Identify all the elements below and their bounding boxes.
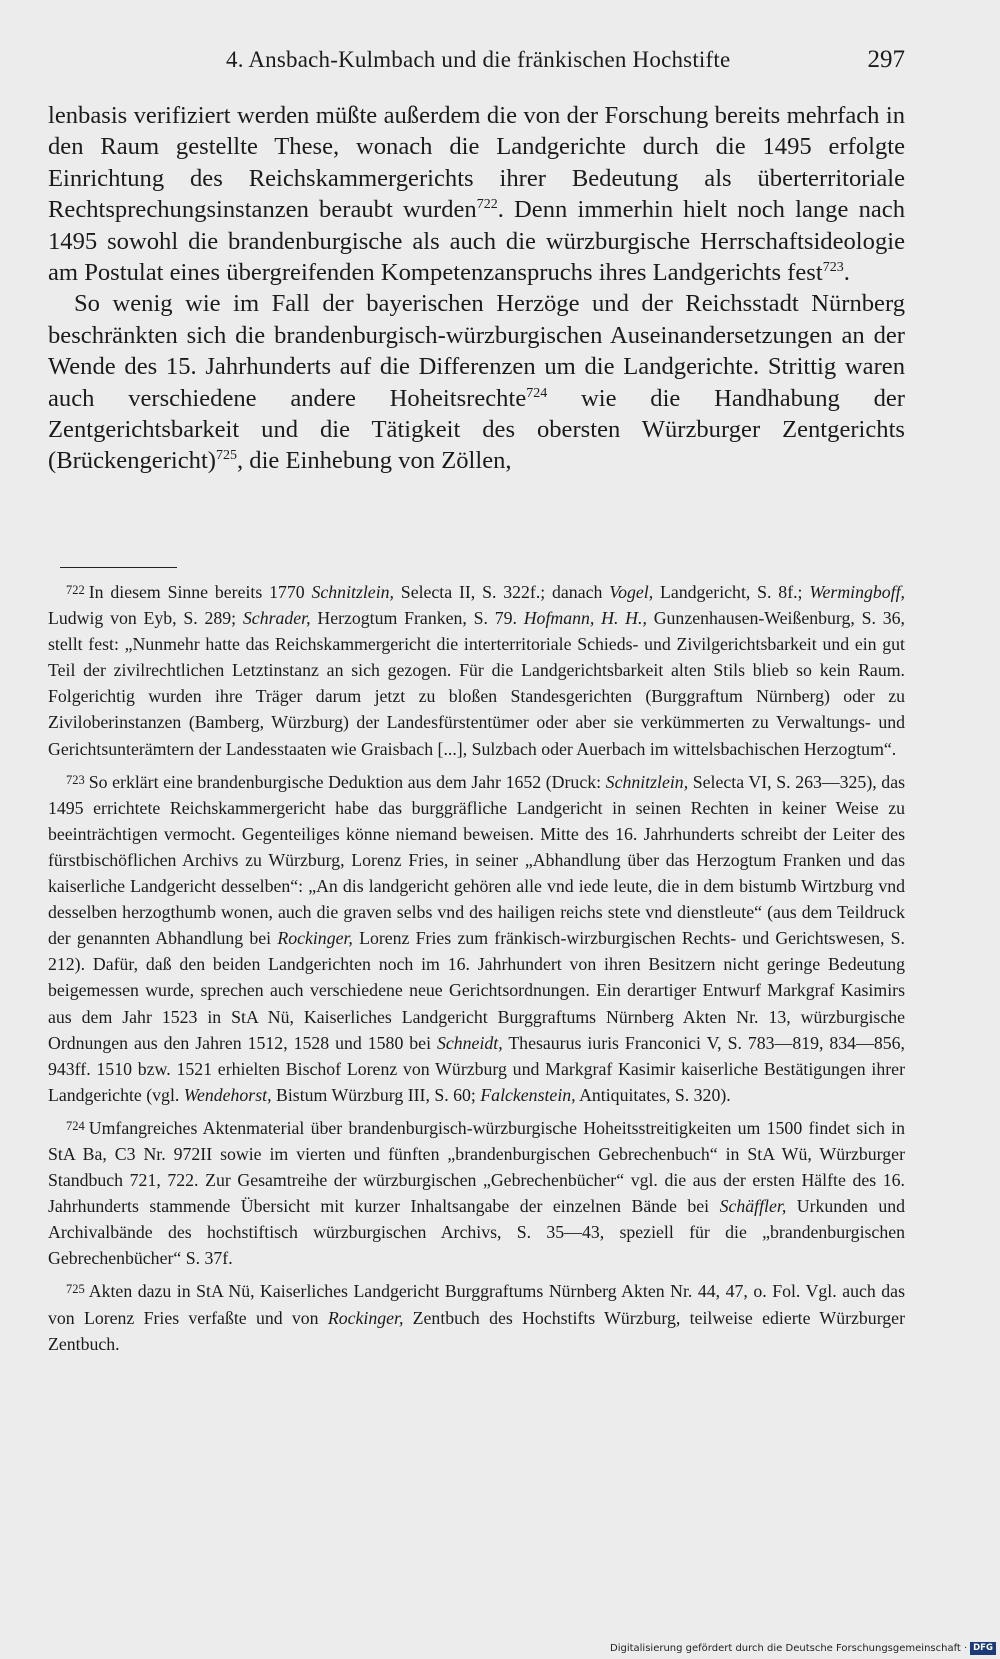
footnotes (48, 577, 905, 1357)
footnote-text: Gunzenhausen-Weißenburg, S. 36, stellt fest: „Nunmehr hatte das Reichskammergericht die interterritoriale Schieds- und Zivilgerichtsbarkeit und ein gut Teil der zivilrechtlichen Letztinstanz an sich gezogen. Für die Landgerichtsbarkeit alten Stils blieb so kein Raum. Folgerichtig wurden ihre Träger darum jetzt zu bloßen Standesgerichten (Burggraftum Nürnberg) oder zu Ziviloberinstanzen (Bamberg, Würzburg) der Landesfürstentümer oder aber sie verkümmerten zu Verwaltungs- und Gerichtsunterämtern der Landesstaaten wie Graisbach [...], Sulzbach oder Auerbach im wittelsbachischen Herzogtum“. (48, 608, 905, 759)
paragraph-2-text-a: So wenig wie im Fall der bayerischen Herzöge und der Reichsstadt Nürnberg beschränkten sich die brandenburgisch-würzburgischen Auseinandersetzungen an der Wende des 15. Jahrhunderts auf die Differenzen um die Landgerichte. Strittig waren auch verschiedene andere Hoheitsrechte (48, 290, 905, 412)
footnote-text: So erklärt eine brandenburgische Deduktion aus dem Jahr 1652 (Druck: (88, 771, 606, 792)
footnote-text: Ludwig von Eyb, S. 289; (48, 608, 243, 629)
author-name: Schnitzlein, (605, 771, 689, 792)
footnote-text: Selecta II, S. 322f.; danach (393, 582, 610, 602)
footnote-text: In diesem Sinne bereits 1770 (88, 582, 312, 602)
paragraph-2-text-b: wie die Handhabung der Zentgerichtsbarkeit und die Tätigkeit des obersten Würzburger Zentgerichts (Brückengericht) (48, 384, 905, 475)
footnote-text: Thesaurus iuris Franconici V, S. 783—819, 834—856, 943ff. 1510 bzw. 1521 erhielten Bischof Lorenz von Würzburg und Markgraf Kasimir kaiserliche Bestätigungen ihrer Landgerichte (vgl. (48, 1032, 905, 1105)
footnote-number: 723 (66, 772, 85, 787)
footnote-ref-723: 723 (822, 260, 844, 276)
digitization-credit (610, 1638, 1000, 1659)
page-number: 297 (867, 46, 905, 73)
author-name: Schäffler, (719, 1196, 787, 1217)
footnote-725 (48, 1276, 905, 1356)
footnote-723 (48, 767, 905, 1108)
author-name: Schnitzlein, (311, 582, 394, 602)
footnote-number: 725 (66, 1282, 85, 1297)
running-title: 4. Ansbach-Kulmbach und die fränkischen Hochstifte (226, 47, 731, 72)
paragraph-2 (48, 288, 905, 476)
footnote-divider (60, 567, 177, 568)
footnote-text: Landgericht, S. 8f.; (653, 582, 810, 602)
paragraph-2-text-c: , die Einhebung von Zöllen, (236, 447, 512, 475)
footnote-ref-722: 722 (476, 197, 498, 213)
author-name: Falckenstein, (480, 1084, 576, 1105)
author-name: Wermingboff, (809, 582, 905, 602)
footnote-number: 724 (66, 1118, 85, 1133)
dfg-logo: DFG (970, 1642, 996, 1655)
author-name: Schrader, (242, 608, 311, 629)
footnote-text: Akten dazu in StA Nü, Kaiserliches Landgericht Burggraftums Nürnberg Akten Nr. 44, 47, o. Fol. Vgl. auch das von Lorenz Fries verfaßte und von (48, 1281, 905, 1328)
footnote-number: 722 (66, 583, 85, 597)
author-name: Rockinger, (327, 1307, 404, 1328)
footnote-text: Urkunden und Archivalbände des hochstiftisch würzburgischen Archivs, S. 35—43, speziell für die „brandenburgischen Gebrechenbücher“ S. 37f. (48, 1196, 906, 1269)
body-text (48, 100, 905, 477)
footnote-text: Selecta VI, S. 263—325), das 1495 errichtete Reichskammergericht habe das burggräfliche Landgericht in seinen Rechten in keiner Weise zu beeinträchtigen vermocht. Gegenteiliges könne niemand beweisen. Mitte des 16. Jahrhunderts schreibt der Leiter des fürstbischöflichen Archivs zu Würzburg, Lorenz Fries, in seiner „Abhandlung über das Herzogtum Franken und das kaiserliche Landgericht desselben“: „An dis landgericht gehören alle vnd iede leute, die in dem bistumb Wirtzburg vnd desselben herzogthumb wonen, auch die graven selbs vnd des hailigen reichs stete vnd dienstleute“ (aus dem Teildruck der genannten Abhandlung bei (48, 771, 906, 949)
paragraph-1-text-b: . Denn immerhin hielt noch lange nach 1495 sowohl die brandenburgische als auch die würzburgische Herrschaftsideologie am Postulat eines übergreifenden Kompetenzanspruchs ihres Landgerichts fest (48, 196, 905, 287)
digitization-note: Digitalisierung gefördert durch die Deutsche Forschungsgemeinschaft · (610, 1643, 968, 1654)
footnote-text: Zentbuch des Hochstifts Würzburg, teilweise edierte Würzburger Zentbuch. (48, 1307, 905, 1354)
footnote-text: Bistum Würzburg III, S. 60; (271, 1084, 481, 1105)
footnote-text: Umfangreiches Aktenmaterial über brandenburgisch-würzburgische Hoheitsstreitigkeiten um 1500 findet sich in StA Ba, C3 Nr. 972II sowie im vierten und fünften „brandenburgischen Gebrechenbuch“ in StA Wü, Würzburger Standbuch 721, 722. Zur Gesamtreihe der würzburgischen „Gebrechenbücher“ vgl. die aus der ersten Hälfte des 16. Jahrhunderts stammende Übersicht mit kurzer Inhaltsangabe der einzelnen Bände bei (48, 1117, 905, 1217)
footnote-text: Herzogtum Franken, S. 79. (310, 608, 524, 629)
author-name: Rockinger, (277, 928, 353, 949)
paragraph-1-text-a: lenbasis verifiziert werden müßte außerdem die von der Forschung bereits mehrfach in den Raum gestellte These, wonach die Landgerichte durch die 1495 erfolgte Einrichtung des Reichskammergerichts ihrer Bedeutung als überterritoriale Rechtsprechungsinstanzen beraubt wurden (48, 102, 905, 224)
footnote-722 (48, 577, 905, 762)
paragraph-1 (48, 100, 905, 288)
author-name: Vogel, (609, 582, 654, 602)
footnote-ref-724: 724 (526, 385, 548, 401)
running-head (50, 42, 905, 78)
footnote-ref-725: 725 (215, 448, 237, 464)
footnote-text: Antiquitates, S. 320). (575, 1084, 731, 1105)
author-name: Hofmann, H. H., (523, 608, 647, 629)
paragraph-1-text-c: . (843, 259, 850, 287)
footnote-724 (48, 1113, 905, 1272)
author-name: Wendehorst, (183, 1084, 272, 1105)
footnote-text: Lorenz Fries zum fränkisch-wirzburgischen Rechts- und Gerichtswesen, S. 212). Dafür, daß den beiden Landgerichten noch im 16. Jahrhundert von ihren Besitzern nicht geringe Bedeutung beigemessen wurde, sprechen auch verschiedene neue Gerichtsordnungen. Ein derartiger Entwurf Markgraf Kasimirs aus dem Jahr 1523 in StA Nü, Kaiserliches Landgericht Burggraftums Nürnberg Akten Nr. 13, würzburgische Ordnungen aus den Jahren 1512, 1528 und 1580 bei (48, 928, 905, 1053)
author-name: Schneidt, (436, 1032, 503, 1053)
